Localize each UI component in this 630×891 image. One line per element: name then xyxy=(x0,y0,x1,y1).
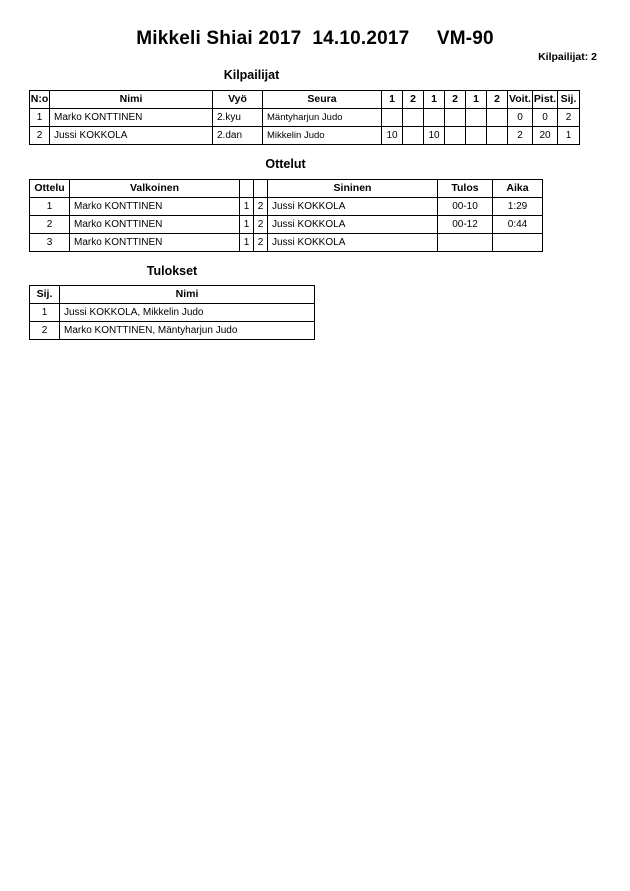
section-title-ottelut: Ottelut xyxy=(265,157,306,171)
cell-match-3: 10 xyxy=(424,127,445,145)
section-title-kilpailijat: Kilpailijat xyxy=(223,68,280,82)
cell-sij: 1 xyxy=(30,304,60,322)
cell-nimi: Jussi KOKKOLA xyxy=(50,127,213,145)
cell-valkoinen: Marko KONTTINEN xyxy=(70,234,240,252)
column-header-match-6: 2 xyxy=(487,91,508,109)
column-header-sij: Sij. xyxy=(558,91,580,109)
cell-match-5 xyxy=(466,109,487,127)
column-header-seura: Seura xyxy=(263,91,382,109)
competitor-count-label: Kilpailijat: 2 xyxy=(538,51,597,63)
cell-p2: 2 xyxy=(254,198,268,216)
table-header-row xyxy=(30,91,580,109)
cell-pist: 0 xyxy=(533,109,558,127)
column-header-pist: Pist. xyxy=(533,91,558,109)
column-header-match-4: 2 xyxy=(445,91,466,109)
column-header-nimi: Nimi xyxy=(50,91,213,109)
cell-valkoinen: Marko KONTTINEN xyxy=(70,216,240,234)
column-header-match-5: 1 xyxy=(466,91,487,109)
cell-vyo: 2.dan xyxy=(213,127,263,145)
cell-match-4 xyxy=(445,109,466,127)
cell-match-1: 10 xyxy=(382,127,403,145)
table-row xyxy=(30,234,543,252)
column-header-nimi: Nimi xyxy=(60,286,315,304)
page-title: Mikkeli Shiai 2017 14.10.2017 VM-90 xyxy=(136,28,494,49)
column-header-sij: Sij. xyxy=(30,286,60,304)
cell-tulos: 00-12 xyxy=(438,216,493,234)
cell-seura: Mikkelin Judo xyxy=(263,127,382,145)
table-row xyxy=(30,109,580,127)
column-header-vyo: Vyö xyxy=(213,91,263,109)
cell-aika: 1:29 xyxy=(493,198,543,216)
cell-voit: 0 xyxy=(508,109,533,127)
column-header-tulos: Tulos xyxy=(438,180,493,198)
results-table xyxy=(29,285,315,340)
cell-match-6 xyxy=(487,109,508,127)
cell-match-1 xyxy=(382,109,403,127)
cell-no: 1 xyxy=(30,109,50,127)
table-row xyxy=(30,304,315,322)
cell-aika xyxy=(493,234,543,252)
table-header-row xyxy=(30,286,315,304)
column-header-p2 xyxy=(254,180,268,198)
cell-ottelu: 3 xyxy=(30,234,70,252)
column-header-match-2: 2 xyxy=(403,91,424,109)
cell-no: 2 xyxy=(30,127,50,145)
column-header-aika: Aika xyxy=(493,180,543,198)
column-header-p1 xyxy=(240,180,254,198)
column-header-voit: Voit. xyxy=(508,91,533,109)
table-header-row xyxy=(30,180,543,198)
cell-match-6 xyxy=(487,127,508,145)
cell-match-2 xyxy=(403,109,424,127)
column-header-no: N:o xyxy=(30,91,50,109)
column-header-ottelu: Ottelu xyxy=(30,180,70,198)
cell-sininen: Jussi KOKKOLA xyxy=(268,234,438,252)
cell-p1: 1 xyxy=(240,234,254,252)
section-title-tulokset: Tulokset xyxy=(146,264,198,278)
table-row xyxy=(30,216,543,234)
cell-nimi: Jussi KOKKOLA, Mikkelin Judo xyxy=(60,304,315,322)
table-row xyxy=(30,198,543,216)
cell-p2: 2 xyxy=(254,216,268,234)
matches-table xyxy=(29,179,543,252)
column-header-valkoinen: Valkoinen xyxy=(70,180,240,198)
cell-tulos: 00-10 xyxy=(438,198,493,216)
cell-match-3 xyxy=(424,109,445,127)
cell-voit: 2 xyxy=(508,127,533,145)
cell-sininen: Jussi KOKKOLA xyxy=(268,198,438,216)
cell-valkoinen: Marko KONTTINEN xyxy=(70,198,240,216)
column-header-match-3: 1 xyxy=(424,91,445,109)
cell-aika: 0:44 xyxy=(493,216,543,234)
cell-sij: 2 xyxy=(558,109,580,127)
cell-sij: 1 xyxy=(558,127,580,145)
cell-p1: 1 xyxy=(240,198,254,216)
table-row xyxy=(30,322,315,340)
cell-match-5 xyxy=(466,127,487,145)
cell-ottelu: 2 xyxy=(30,216,70,234)
column-header-match-1: 1 xyxy=(382,91,403,109)
cell-pist: 20 xyxy=(533,127,558,145)
column-header-sininen: Sininen xyxy=(268,180,438,198)
cell-match-4 xyxy=(445,127,466,145)
cell-match-2 xyxy=(403,127,424,145)
cell-seura: Mäntyharjun Judo xyxy=(263,109,382,127)
cell-sininen: Jussi KOKKOLA xyxy=(268,216,438,234)
cell-sij: 2 xyxy=(30,322,60,340)
cell-nimi: Marko KONTTINEN xyxy=(50,109,213,127)
cell-nimi: Marko KONTTINEN, Mäntyharjun Judo xyxy=(60,322,315,340)
cell-vyo: 2.kyu xyxy=(213,109,263,127)
cell-p2: 2 xyxy=(254,234,268,252)
competitors-table xyxy=(29,90,580,145)
table-row xyxy=(30,127,580,145)
cell-p1: 1 xyxy=(240,216,254,234)
cell-tulos xyxy=(438,234,493,252)
cell-ottelu: 1 xyxy=(30,198,70,216)
